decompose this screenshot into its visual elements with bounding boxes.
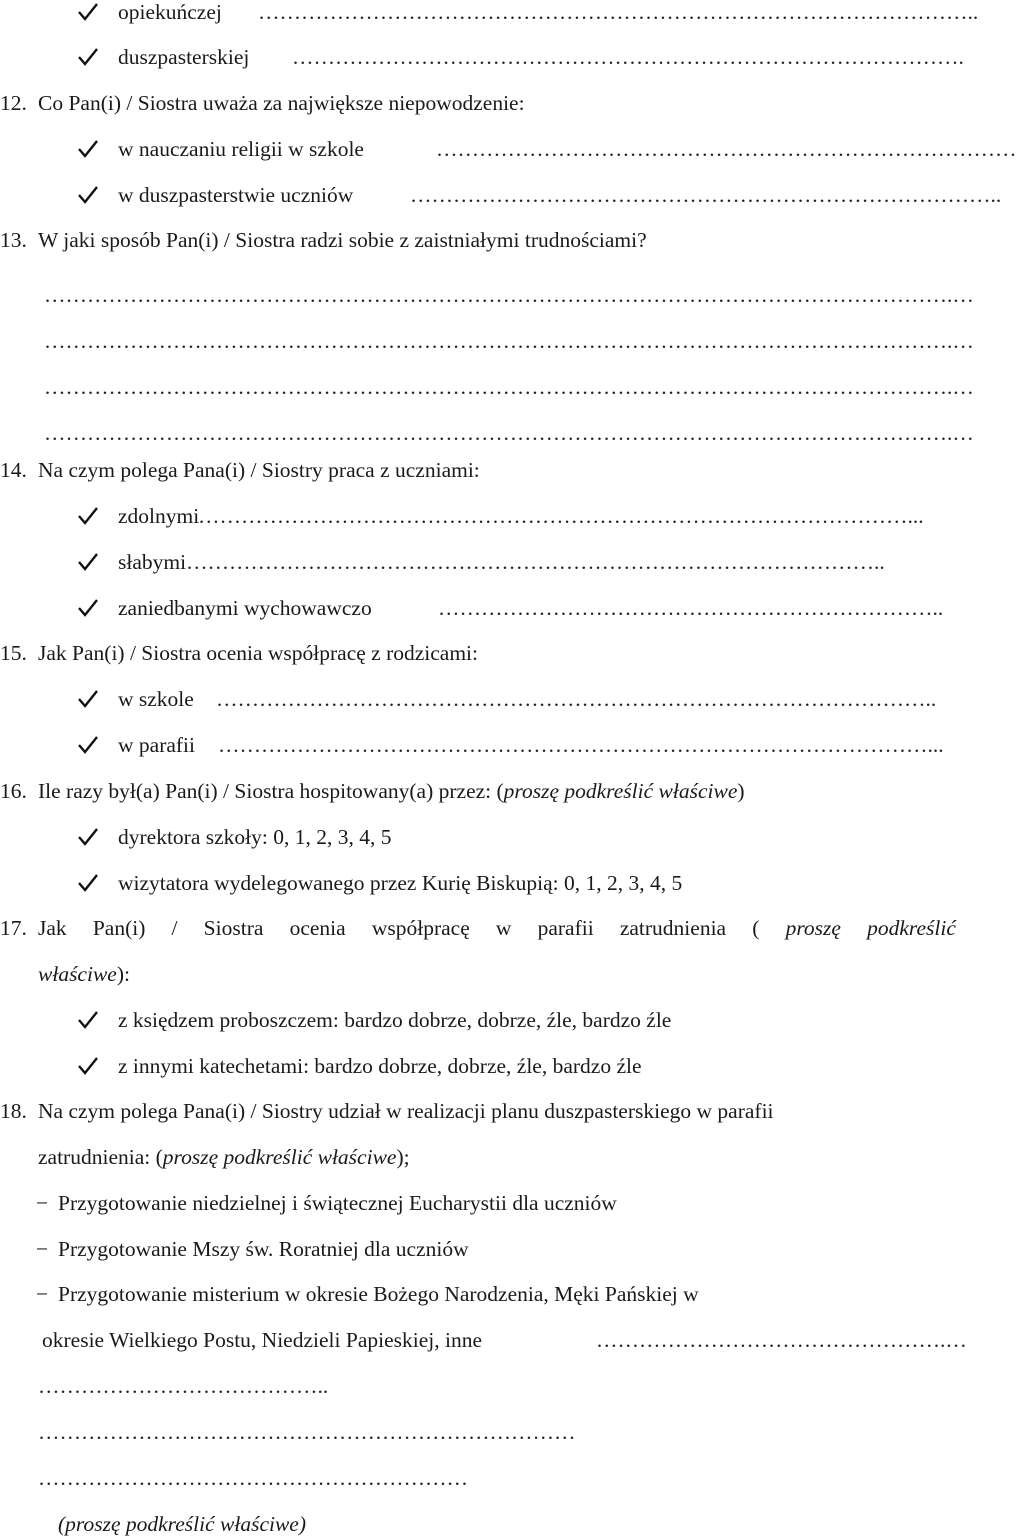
answer-line [0,325,974,357]
question-number: 13. [0,228,27,252]
question-16 [0,775,960,807]
question-12 [0,87,960,119]
q18-option [0,1187,960,1219]
q17-item-label: z księdzem proboszczem: bardzo dobrze, dobrze, źle, bardzo źle [118,1008,672,1032]
q14-item-neglected [0,592,960,624]
question-17 [0,912,960,944]
answer-line [0,1462,960,1494]
q11-item-tail: ……………………………………………………………………………………….. [258,0,979,24]
q18-option-label: Przygotowanie niedzielnej i świątecznej Eucharystii dla uczniów [58,1191,617,1215]
question-text: Na czym polega Pana(i) / Siostry udział w realizacji planu duszpasterskiego w parafii [38,1099,774,1123]
q12-item-label: w duszpasterstwie uczniów [118,183,354,207]
q15-item-school [0,683,960,715]
dotted-leader: ……………………………………………………………………………………………………………….… [44,375,974,399]
q16-item-inspector [0,867,960,899]
q12-item-pastoral [0,179,1002,211]
q15-item-tail: ……………………………………………………………………………………….. [216,687,937,711]
question-text: zatrudnienia: (proszę podkreślić właściwe); [38,1145,410,1169]
checkmark-icon [78,2,98,22]
q14-item-label: zaniedbanymi wychowawczo [118,596,372,620]
q17-item-catechists [0,1050,960,1082]
q12-item-label: w nauczaniu religii w szkole [118,137,364,161]
q17-item-parish-priest [0,1004,960,1036]
dash-bullet: − [36,1237,49,1261]
instruction-hint: proszę [785,916,841,940]
instruction-hint: proszę podkreślić właściwe [162,1145,397,1169]
q18-option-cont [0,1324,967,1356]
question-number: 18. [0,1099,27,1123]
q11-item-duszpasterskiej [0,41,964,73]
q15-item-label: w parafii [118,733,196,757]
question-text: Co Pan(i) / Siostra uważa za największe niepowodzenie: [38,91,525,115]
q11-item-tail: …………………………………………………………………………………. [292,45,964,69]
question-13 [0,224,960,256]
answer-line [0,1416,960,1448]
q14-item-label: słabymi [118,550,187,574]
checkmark-icon [78,47,98,67]
instruction-hint: (proszę podkreślić właściwe) [58,1512,307,1536]
q14-item-tail: ………………………………………………………………………………………... [198,504,924,528]
dash-bullet: − [36,1282,49,1306]
answer-line [0,1370,960,1402]
q16-item-label: wizytatora wydelegowanego przez Kurię Biskupią: 0, 1, 2, 3, 4, 5 [118,871,683,895]
q14-item-tail: …………………………………………………………………………………….. [186,550,885,574]
instruction-hint: właściwe [38,962,117,986]
instruction-hint: podkreślić [867,916,956,940]
dotted-leader: ……………………………………………………………………………………………………………….… [44,421,974,445]
checkmark-icon [78,552,98,572]
question-text: Jak Pan(i) / Siostra ocenia współpracę z rodzicami: [38,641,479,665]
q15-item-label: w szkole [118,687,194,711]
question-18 [0,1095,960,1127]
q18-option [0,1233,960,1265]
checkmark-icon [78,598,98,618]
q12-item-tail: ……………………………………………………………………….. [410,183,1002,207]
answer-line [0,371,974,403]
q12-item-tail: ……………………………………………………………………… [436,137,1017,161]
q11-item-label: opiekuńczej [118,0,222,24]
question-text-justified: Jak Pan(i) / Siostra ocenia współpracę w parafii zatrudnienia ( proszę podkreślić [38,912,956,944]
question-number: 12. [0,91,27,115]
checkmark-icon [78,506,98,526]
q18-option-continuation: okresie Wielkiego Postu, Niedzieli Papieskiej, inne [42,1328,482,1352]
dotted-leader: ……………………………………………………………………………………………………………….… [44,329,974,353]
question-14 [0,454,960,486]
q18-option-label: Przygotowanie misterium w okresie Bożego Narodzenia, Męki Pańskiej w [58,1282,699,1306]
question-15 [0,637,960,669]
answer-line [0,417,974,449]
q17-item-label: z innymi katechetami: bardzo dobrze, dobrze, źle, bardzo źle [118,1054,642,1078]
q14-item-weak [0,546,960,578]
question-number: 17. [0,916,27,940]
dotted-leader: ……………………………………………………………………………………………………………….… [44,283,974,307]
q15-item-tail: ………………………………………………………………………………………... [218,733,944,757]
dotted-leader: …………………………………………………… [38,1466,468,1490]
question-number: 15. [0,641,27,665]
q14-item-label: zdolnymi [118,504,200,528]
question-18-cont [0,1141,960,1173]
footer-hint [0,1508,960,1540]
instruction-hint: proszę podkreślić właściwe [503,779,738,803]
dotted-leader: ………………………………….. [38,1374,329,1398]
question-number: 16. [0,779,27,803]
checkmark-icon [78,1056,98,1076]
checkmark-icon [78,827,98,847]
q11-item-opiekunczej [0,0,979,28]
question-17-cont [0,958,960,990]
question-text: Na czym polega Pana(i) / Siostry praca z uczniami: [38,458,480,482]
answer-line [0,279,974,311]
q12-item-religion [0,133,1017,165]
q18-option-label: Przygotowanie Mszy św. Roratniej dla uczniów [58,1237,469,1261]
dash-bullet: − [36,1191,49,1215]
checkmark-icon [78,873,98,893]
checkmark-icon [78,735,98,755]
q14-item-tail: …………………………………………………………….. [438,596,944,620]
q14-item-gifted [0,500,960,532]
question-text: właściwe): [38,962,130,986]
q18-option [0,1278,960,1310]
q15-item-parish [0,729,960,761]
checkmark-icon [78,185,98,205]
checkmark-icon [78,689,98,709]
question-number: 14. [0,458,27,482]
q16-item-label: dyrektora szkoły: 0, 1, 2, 3, 4, 5 [118,825,392,849]
question-text: Ile razy był(a) Pan(i) / Siostra hospitowany(a) przez: (proszę podkreślić właściwe) [38,779,745,803]
q11-item-label: duszpasterskiej [118,45,250,69]
dotted-leader: ………………………………………….… [596,1328,967,1352]
question-text: W jaki sposób Pan(i) / Siostra radzi sobie z zaistniałymi trudnościami? [38,228,647,252]
q16-item-director [0,821,960,853]
checkmark-icon [78,1010,98,1030]
checkmark-icon [78,139,98,159]
dotted-leader: ………………………………………………………………… [38,1420,576,1444]
